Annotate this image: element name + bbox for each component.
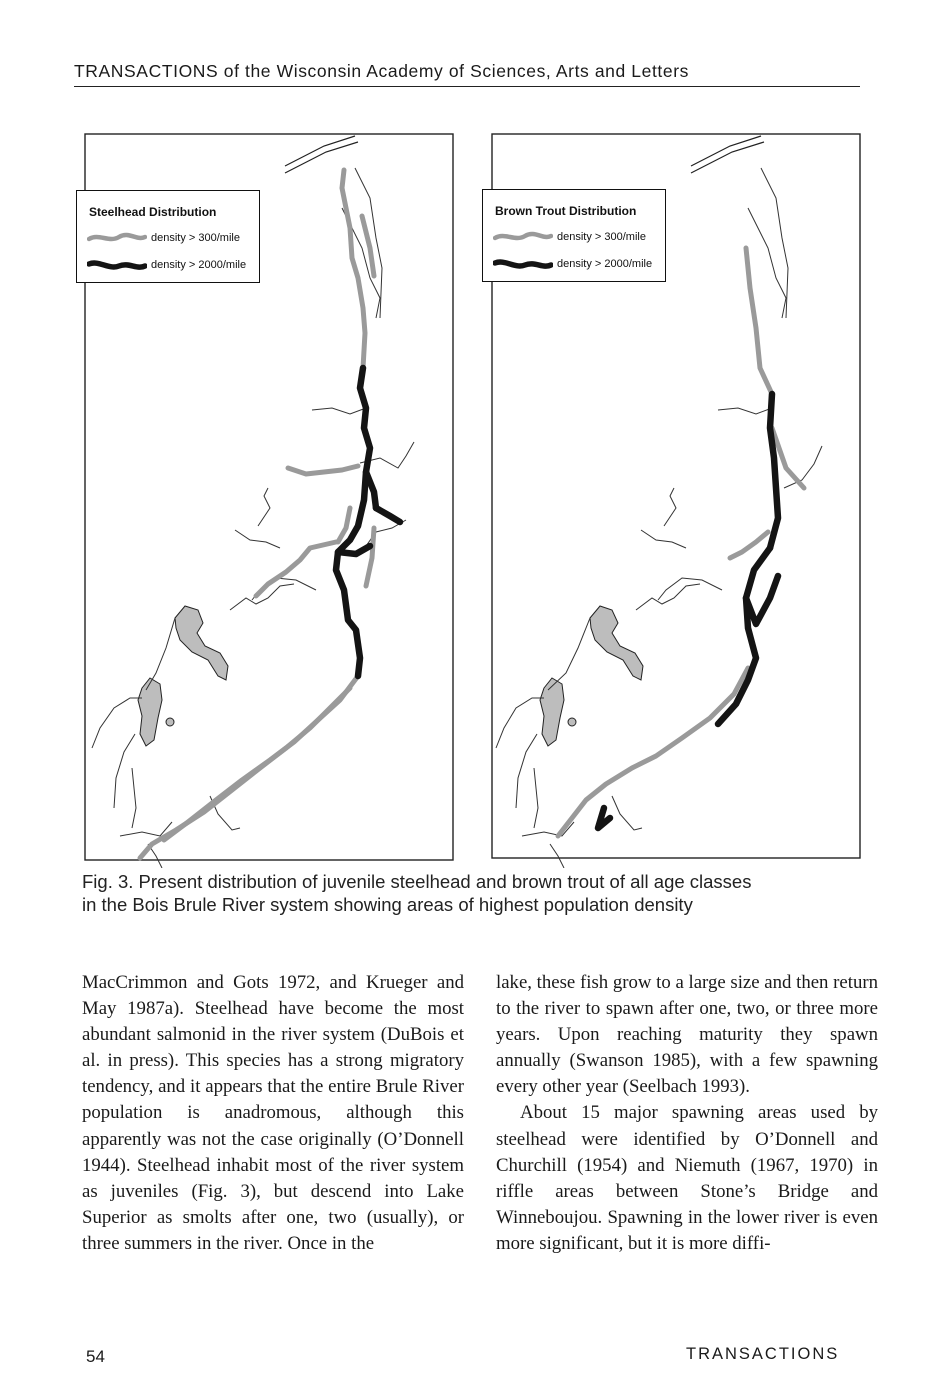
low-density-swatch-icon	[87, 231, 147, 245]
brown-trout-map	[486, 128, 878, 868]
legend-row-low	[493, 228, 668, 248]
body-column-left	[82, 970, 464, 1257]
legend-title: Brown Trout Distribution	[495, 204, 637, 218]
page-number: 54	[86, 1347, 105, 1366]
high-density-swatch-icon	[493, 257, 553, 271]
high-density-swatch-icon	[87, 258, 147, 272]
legend-row-low	[87, 229, 262, 249]
body-paragraph: About 15 major spawning areas used by steelhead were identified by O’Donnell and Churchill (1954) and Niemuth (1967, 1970) in riffle areas between Stone’s Bridge and Winneboujou. Spawning in the lower river is even more significant, but it is more diffi-	[496, 1102, 878, 1254]
legend-low-label: density > 300/mile	[557, 231, 646, 243]
body-column-right	[496, 970, 878, 1257]
legend-low-label: density > 300/mile	[151, 232, 240, 244]
caption-line-2: in the Bois Brule River system showing areas of highest population density	[82, 894, 693, 915]
legend-high-label: density > 2000/mile	[151, 259, 247, 271]
steelhead-legend	[76, 190, 260, 283]
steelhead-map	[80, 128, 472, 868]
figure-caption	[82, 870, 882, 916]
legend-title: Steelhead Distribution	[89, 205, 217, 219]
low-density-swatch-icon	[493, 230, 553, 244]
body-paragraph: MacCrimmon and Gots 1972, and Krueger and May 1987a). Steelhead have become the most abundant salmonid in the river system (DuBois et al. in press). This species has a strong migratory tendency, and it appears that the entire Brule River population is anadromous, although this apparently was not the case originally (O’Donnell 1944). Steelhead inhabit most of the river system as juveniles (Fig. 3), but descend into Lake Superior as smolts after one, two (usually), or three summers in the river. Once in the	[82, 972, 464, 1254]
brown-trout-legend	[482, 189, 666, 282]
running-head: TRANSACTIONS of the Wisconsin Academy of Sciences, Arts and Letters	[74, 61, 860, 87]
journal-footer: TRANSACTIONS	[686, 1345, 840, 1363]
legend-high-label: density > 2000/mile	[557, 258, 653, 270]
body-paragraph: lake, these fish grow to a large size and then return to the river to spawn after one, two, or three more years. Upon reaching maturity they spawn annually (Swanson 1985), with a few spawning every other year (Seelbach 1993).	[496, 972, 878, 1098]
legend-row-high	[493, 255, 668, 275]
caption-line-1: Fig. 3. Present distribution of juvenile steelhead and brown trout of all age classes	[82, 871, 752, 892]
legend-row-high	[87, 256, 262, 276]
